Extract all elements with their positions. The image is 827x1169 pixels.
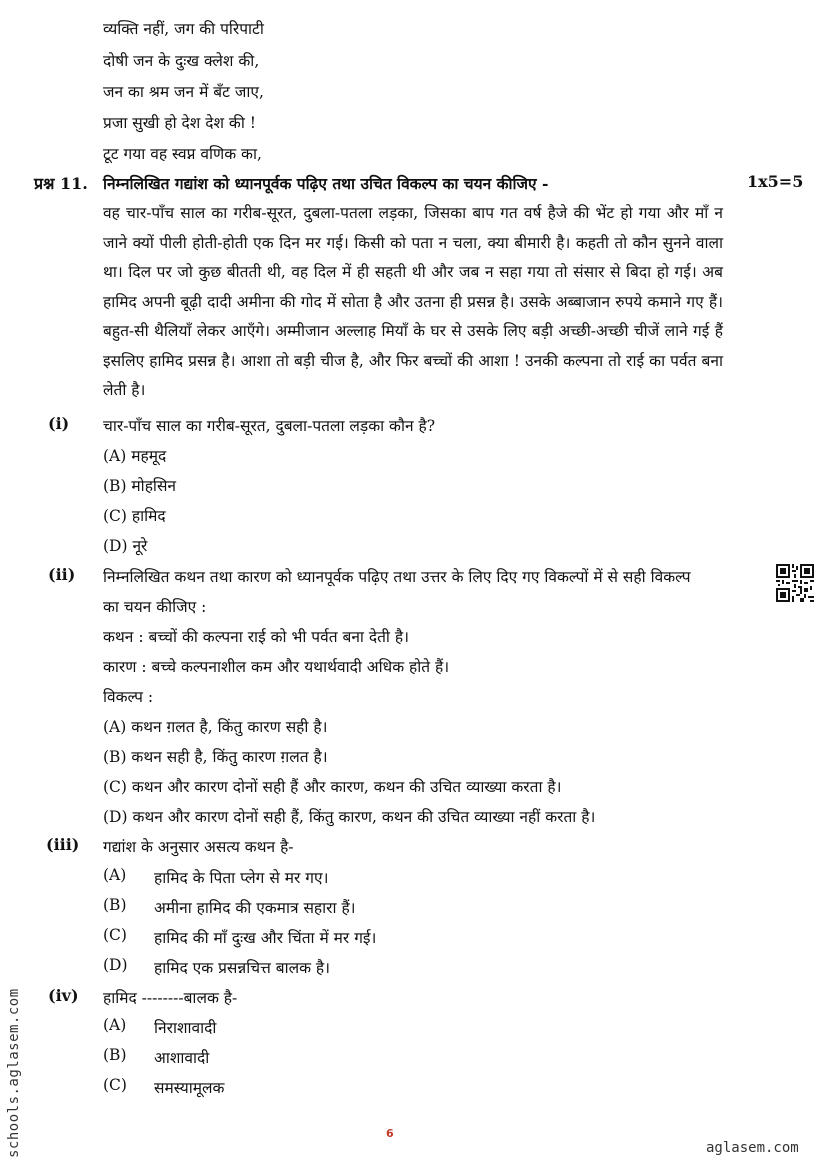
poem-line: जन का श्रम जन में बँट जाए, bbox=[103, 83, 264, 101]
option-text: आशावादी bbox=[154, 1049, 210, 1067]
option: (D) कथन और कारण दोनों सही हैं, किंतु कारण, कथन की उचित व्याख्या नहीं करता है। bbox=[103, 808, 596, 826]
option: (A) महमूद bbox=[103, 447, 167, 465]
question-title: निम्नलिखित गद्यांश को ध्यानपूर्वक पढ़िए तथा उचित विकल्प का चयन कीजिए - bbox=[103, 174, 549, 193]
option-text: समस्यामूलक bbox=[154, 1079, 225, 1097]
sub-question-label: (iii) bbox=[46, 835, 80, 854]
option-text: हामिद एक प्रसन्नचित्त बालक है। bbox=[154, 959, 331, 977]
sub-question-text: गद्यांश के अनुसार असत्य कथन है- bbox=[103, 838, 294, 856]
poem-line: व्यक्ति नहीं, जग की परिपाटी bbox=[103, 20, 264, 38]
sub-question-label: (ii) bbox=[48, 565, 76, 584]
sub-question-text: हामिद --------बालक है- bbox=[103, 989, 238, 1007]
sub-question-text-continued: का चयन कीजिए : bbox=[103, 598, 207, 616]
poem-line: टूट गया वह स्वप्न वणिक का, bbox=[103, 145, 262, 163]
sub-question-label: (iv) bbox=[48, 986, 79, 1005]
option-label: (D) bbox=[103, 956, 128, 974]
statement: कथन : बच्चों की कल्पना राई को भी पर्वत बना देती है। bbox=[103, 628, 409, 646]
option-label: (C) bbox=[103, 1076, 127, 1094]
option-text: हामिद के पिता प्लेग से मर गए। bbox=[154, 869, 329, 887]
page-number: 6 bbox=[386, 1127, 394, 1140]
sub-question-label: (i) bbox=[48, 414, 70, 433]
qr-code-icon bbox=[776, 564, 814, 602]
option-label: (B) bbox=[103, 896, 127, 914]
option-label: (A) bbox=[103, 866, 127, 884]
options-heading: विकल्प : bbox=[103, 688, 154, 706]
reason: कारण : बच्चे कल्पनाशील कम और यथार्थवादी अधिक होते हैं। bbox=[103, 658, 450, 676]
question-number: प्रश्न 11. bbox=[34, 174, 88, 193]
option-text: हामिद की माँ दुःख और चिंता में मर गई। bbox=[154, 929, 377, 947]
option: (D) नूरे bbox=[103, 537, 148, 555]
poem-line: प्रजा सुखी हो देश देश की ! bbox=[103, 114, 257, 132]
option-text: निराशावादी bbox=[154, 1019, 217, 1037]
sub-question-text: चार-पाँच साल का गरीब-सूरत, दुबला-पतला लड़का कौन है? bbox=[103, 417, 436, 435]
option-text: अमीना हामिद की एकमात्र सहारा हैं। bbox=[154, 899, 356, 917]
bottom-watermark: aglasem.com bbox=[706, 1140, 799, 1156]
question-marks: 1x5=5 bbox=[747, 172, 804, 191]
option-label: (A) bbox=[103, 1016, 127, 1034]
sub-question-text: निम्नलिखित कथन तथा कारण को ध्यानपूर्वक पढ़िए तथा उत्तर के लिए दिए गए विकल्पों में से सही विकल्प bbox=[103, 568, 691, 586]
option-label: (B) bbox=[103, 1046, 127, 1064]
option: (A) कथन ग़लत है, किंतु कारण सही है। bbox=[103, 718, 328, 736]
passage: वह चार-पाँच साल का गरीब-सूरत, दुबला-पतला लड़का, जिसका बाप गत वर्ष हैजे की भेंट हो गया और माँ न जाने क्यों पीली होती-होती एक दिन मर गई। किसी को पता न चला, क्या बीमारी है। कहती तो कौन सुनने वाला था। दिल पर जो कुछ बीतती थी, वह दिल में ही सहती थी और जब न सहा गया तो संसार से बिदा हो गई। अब हामिद अपनी बूढ़ी दादी अमीना की गोद में सोता है और उतना ही प्रसन्न है। उसके अब्बाजान रुपये कमाने गए हैं। बहुत-सी थैलियाँ लेकर आएँगे। अम्मीजान अल्लाह मियाँ के घर से उसके लिए बड़ी अच्छी-अच्छी चीजें लाने गई हैं इसलिए हामिद प्रसन्न है। आशा तो बड़ी चीज है, और फिर बच्चों की आशा ! उनकी कल्पना तो राई का पर्वत बना लेती है। bbox=[103, 204, 723, 399]
option-label: (C) bbox=[103, 926, 127, 944]
option: (B) कथन सही है, किंतु कारण ग़लत है। bbox=[103, 748, 328, 766]
option: (C) हामिद bbox=[103, 507, 166, 525]
poem-line: दोषी जन के दुःख क्लेश की, bbox=[103, 52, 260, 70]
side-watermark: schools.aglasem.com bbox=[6, 988, 22, 1158]
option: (B) मोहसिन bbox=[103, 477, 177, 495]
option: (C) कथन और कारण दोनों सही हैं और कारण, कथन की उचित व्याख्या करता है। bbox=[103, 778, 562, 796]
